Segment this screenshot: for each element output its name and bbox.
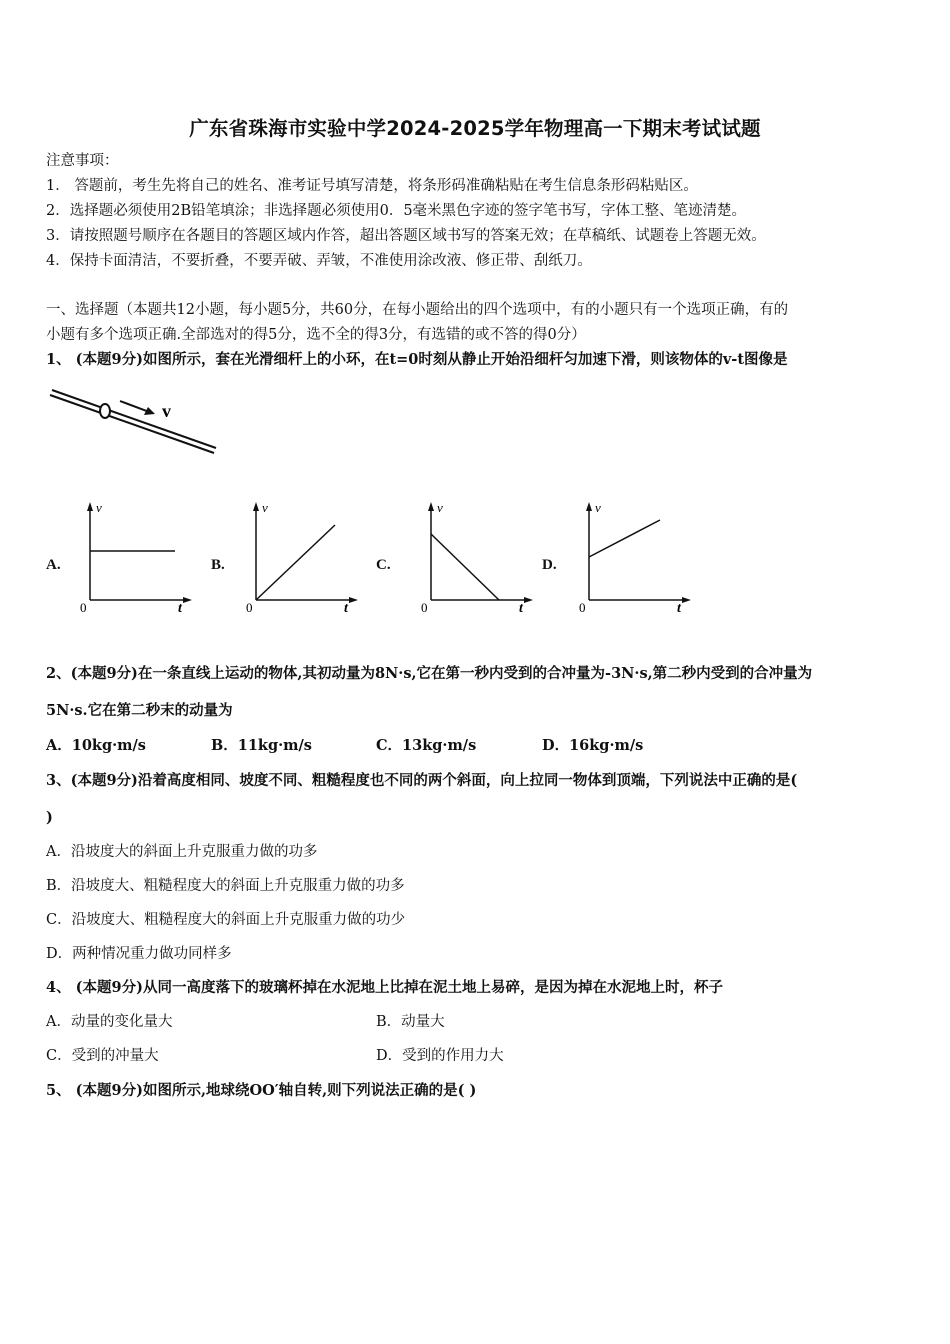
notice-heading: 注意事项： (46, 153, 119, 169)
question-4-option-d: D．受到的作用力大 (376, 1048, 504, 1064)
question-2-option-b: B．11kg·m/s (211, 737, 312, 754)
notice-item: 1． 答题前，考生先将自己的姓名、准考证号填写清楚，将条形码准确粘贴在考生信息条形码粘贴区。 (46, 178, 698, 194)
x-label: t (519, 601, 523, 616)
rod-line-upper (52, 390, 216, 448)
section-instructions-line2: 小题有多个选项正确.全部选对的得5分，选不全的得3分，有选错的或不答的得0分） (46, 327, 586, 343)
y-label: v (262, 500, 268, 515)
rod-ring-figure (46, 382, 226, 454)
origin-label: 0 (579, 600, 586, 615)
x-axis-arrow-icon (524, 597, 533, 603)
section-instructions-line1: 一、选择题（本题共12小题，每小题5分，共60分，在每小题给出的四个选项中，有的小题只有一个选项正确，有的 (46, 302, 789, 318)
graph-b (238, 494, 362, 618)
question-2-option-c: C．13kg·m/s (376, 737, 477, 754)
question-3-option-d: D．两种情况重力做功同样多 (46, 946, 232, 962)
y-axis-arrow-icon (428, 502, 434, 511)
question-3-option-c: C．沿坡度大、粗糙程度大的斜面上升克服重力做的功少 (46, 912, 406, 928)
question-4-option-b: B．动量大 (376, 1014, 445, 1030)
question-1-text: 1、 (本题9分)如图所示，套在光滑细杆上的小环，在t=0时刻从静止开始沿细杆匀加速下滑，则该物体的v-t图像是 (46, 351, 788, 368)
question-4-option-a: A．动量的变化量大 (46, 1014, 173, 1030)
y-axis-arrow-icon (586, 502, 592, 511)
option-b-label: B. (211, 557, 225, 573)
x-axis-arrow-icon (682, 597, 691, 603)
velocity-label: v (162, 401, 171, 421)
question-4-text: 4、 (本题9分)从同一高度落下的玻璃杯掉在水泥地上比掉在泥土地上易碎，是因为掉在水泥地上时，杯子 (46, 979, 723, 996)
graph-d (571, 494, 695, 618)
graph-c (413, 494, 537, 618)
question-2-line2: 5N·s.它在第二秒末的动量为 (46, 702, 233, 719)
origin-label: 0 (246, 600, 253, 615)
ring-icon (100, 404, 110, 418)
graph-line (589, 520, 660, 557)
y-label: v (437, 500, 443, 515)
question-3-option-b: B．沿坡度大、粗糙程度大的斜面上升克服重力做的功多 (46, 878, 405, 894)
y-axis-arrow-icon (253, 502, 259, 511)
rod-line-lower (50, 395, 214, 453)
question-3-option-a: A．沿坡度大的斜面上升克服重力做的功多 (46, 844, 318, 860)
question-3-line1: 3、(本题9分)沿着高度相同、坡度不同、粗糙程度也不同的两个斜面，向上拉同一物体到顶端，下列说法中正确的是( (46, 772, 798, 789)
x-label: t (178, 601, 182, 616)
graph-line (256, 525, 335, 600)
x-axis-arrow-icon (349, 597, 358, 603)
origin-label: 0 (80, 600, 87, 615)
option-a-label: A. (46, 557, 61, 573)
graph-a (72, 494, 196, 618)
x-label: t (344, 601, 348, 616)
notice-item: 3．请按照题号顺序在各题目的答题区域内作答，超出答题区域书写的答案无效；在草稿纸、试题卷上答题无效。 (46, 228, 766, 244)
notice-item: 2．选择题必须使用2B铅笔填涂；非选择题必须使用0．5毫米黑色字迹的签字笔书写，字体工整、笔迹清楚。 (46, 203, 747, 219)
y-label: v (595, 500, 601, 515)
question-4-option-c: C．受到的冲量大 (46, 1048, 159, 1064)
option-c-label: C. (376, 557, 391, 573)
option-d-label: D. (542, 557, 557, 573)
question-3-line2: ) (46, 809, 53, 826)
question-5-text: 5、 (本题9分)如图所示,地球绕OO′轴自转,则下列说法正确的是( ) (46, 1082, 477, 1099)
question-2-option-d: D．16kg·m/s (542, 737, 644, 754)
page-title: 广东省珠海市实验中学2024-2025学年物理高一下期末考试试题 (189, 117, 761, 140)
graph-line (431, 534, 499, 600)
question-2-line1: 2、(本题9分)在一条直线上运动的物体,其初动量为8N·s,它在第一秒内受到的合冲量为-3N·s,第二秒内受到的合冲量为 (46, 665, 813, 682)
x-label: t (677, 601, 681, 616)
question-2-option-a: A．10kg·m/s (46, 737, 146, 754)
y-label: v (96, 500, 102, 515)
y-axis-arrow-icon (87, 502, 93, 511)
x-axis-arrow-icon (183, 597, 192, 603)
notice-item: 4．保持卡面清洁，不要折叠，不要弄破、弄皱，不准使用涂改液、修正带、刮纸刀。 (46, 253, 592, 269)
origin-label: 0 (421, 600, 428, 615)
